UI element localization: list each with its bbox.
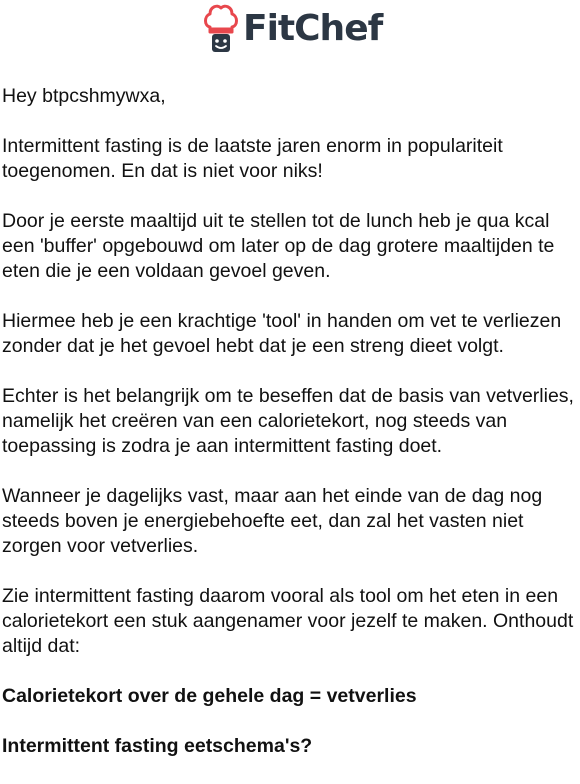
body-paragraph-1: Intermittent fasting is de laatste jaren enorm in populariteit toegenomen. En dat is niet voor niks! — [2, 135, 503, 182]
fitchef-logo[interactable] — [203, 2, 382, 54]
body-paragraph-5: Wanneer je dagelijks vast, maar aan het einde van de dag nog steeds boven je energiebehoefte eet, dan zal het vasten niet zorgen voor vetverlies. — [2, 485, 543, 557]
email-body — [2, 84, 580, 784]
body-paragraph-4: Echter is het belangrijk om te beseffen dat de basis van vetverlies, namelijk het creëren van een calorietekort, nog steeds van toepassing is zodra je aan intermittent fasting doet. — [2, 385, 574, 457]
emphasis-statement: Calorietekort over de gehele dag = vetverlies — [2, 685, 417, 707]
body-paragraph-6: Zie intermittent fasting daarom vooral als tool om het eten in een calorietekort een stuk aangenamer voor jezelf te maken. Onthoudt altijd dat: — [2, 585, 574, 657]
section-heading: Intermittent fasting eetschema's? — [2, 735, 313, 757]
brand-name: FitChef — [243, 8, 383, 49]
body-paragraph-2: Door je eerste maaltijd uit te stellen tot de lunch heb je qua kcal een 'buffer' opgebouwd om later op de dag grotere maaltijden te eten die je een voldaan gevoel geven. — [2, 210, 555, 282]
chef-hat-icon — [203, 2, 239, 54]
email-header — [0, 0, 580, 60]
greeting: Hey btpcshmywxa, — [2, 85, 166, 107]
body-paragraph-3: Hiermee heb je een krachtige 'tool' in handen om vet te verliezen zonder dat je het gevoel hebt dat je een streng dieet volgt. — [2, 310, 562, 357]
